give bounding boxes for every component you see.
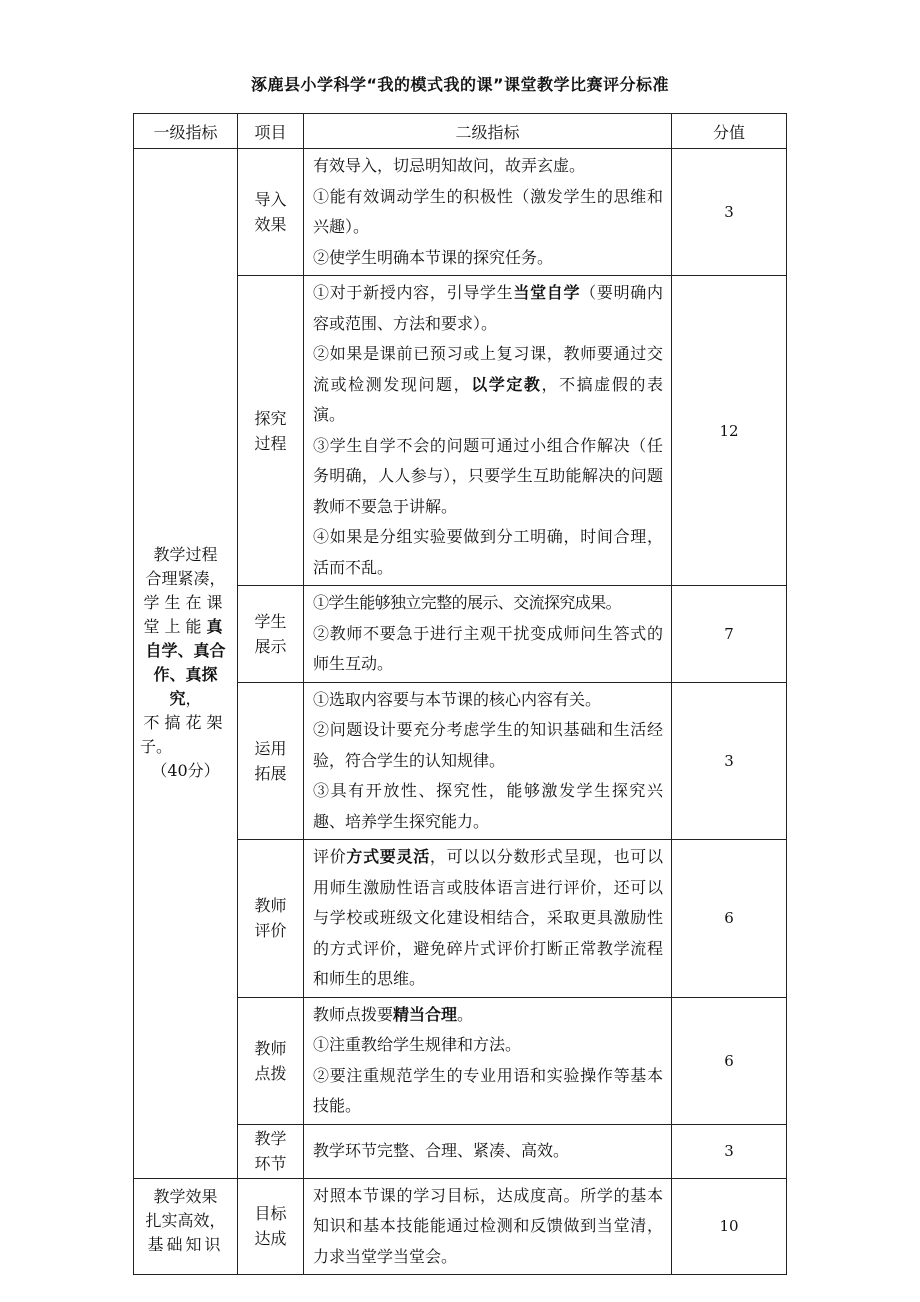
item-name: 运用 拓展 [238,682,304,840]
item-name: 教学 环节 [238,1124,304,1178]
item-description: ①对于新授内容，引导学生当堂自学（要明确内容或范围、方法和要求）。 ②如果是课前已预习或上复习课，教师要通过交流或检测发现问题，以学定教，不搞虚假的表演。 ③学生自学不会的问题可通过小组合作解决（任务明确，人人参与），只要学生互助能解决的问题教师不要急于讲解。 ④如果是分组实验要做到分工明确，时间合理，活而不乱。 [304,276,672,586]
scoring-table [133,113,787,1275]
table-row [134,149,787,276]
category-teaching-process: 教学过程 合理紧凑， 学生在课 堂上能真 自学、真合 作、真探究， 不搞花架 子。 （40分） [134,149,238,1179]
item-score: 6 [672,840,787,998]
item-description: ①选取内容要与本节课的核心内容有关。 ②问题设计要充分考虑学生的知识基础和生活经验，符合学生的认知规律。 ③具有开放性、探究性，能够激发学生探究兴趣、培养学生探究能力。 [304,682,672,840]
item-score: 6 [672,997,787,1124]
header-item: 项目 [238,114,304,149]
item-name: 学生 展示 [238,586,304,683]
category-teaching-effect: 教学效果 扎实高效， 基础知识 [134,1178,238,1275]
item-name: 探究 过程 [238,276,304,586]
item-description: ①学生能够独立完整的展示、交流探究成果。 ②教师不要急于进行主观干扰变成师问生答式的师生互动。 [304,586,672,683]
header-level1: 一级指标 [134,114,238,149]
item-score: 3 [672,1124,787,1178]
table-header-row [134,114,787,149]
item-name: 教师 评价 [238,840,304,998]
item-description: 教师点拨要精当合理。 ①注重教给学生规律和方法。 ②要注重规范学生的专业用语和实验操作等基本技能。 [304,997,672,1124]
item-name: 导入 效果 [238,149,304,276]
item-score: 10 [672,1178,787,1275]
table-row [134,1178,787,1275]
item-score: 12 [672,276,787,586]
item-name: 目标 达成 [238,1178,304,1275]
item-name: 教师 点拨 [238,997,304,1124]
item-score: 7 [672,586,787,683]
item-score: 3 [672,682,787,840]
page-title: 涿鹿县小学科学“我的模式我的课”课堂教学比赛评分标准 [250,75,670,94]
item-description: 对照本节课的学习目标，达成度高。所学的基本知识和基本技能能通过检测和反馈做到当堂清，力求当堂学当堂会。 [304,1178,672,1275]
item-description: 教学环节完整、合理、紧凑、高效。 [304,1124,672,1178]
header-score: 分值 [672,114,787,149]
header-level2: 二级指标 [304,114,672,149]
item-description: 评价方式要灵活，可以以分数形式呈现，也可以用师生激励性语言或肢体语言进行评价，还可以与学校或班级文化建设相结合，采取更具激励性的方式评价，避免碎片式评价打断正常教学流程和师生的思维。 [304,840,672,998]
item-description: 有效导入，切忌明知故问，故弄玄虚。 ①能有效调动学生的积极性（激发学生的思维和兴趣）。 ②使学生明确本节课的探究任务。 [304,149,672,276]
item-score: 3 [672,149,787,276]
